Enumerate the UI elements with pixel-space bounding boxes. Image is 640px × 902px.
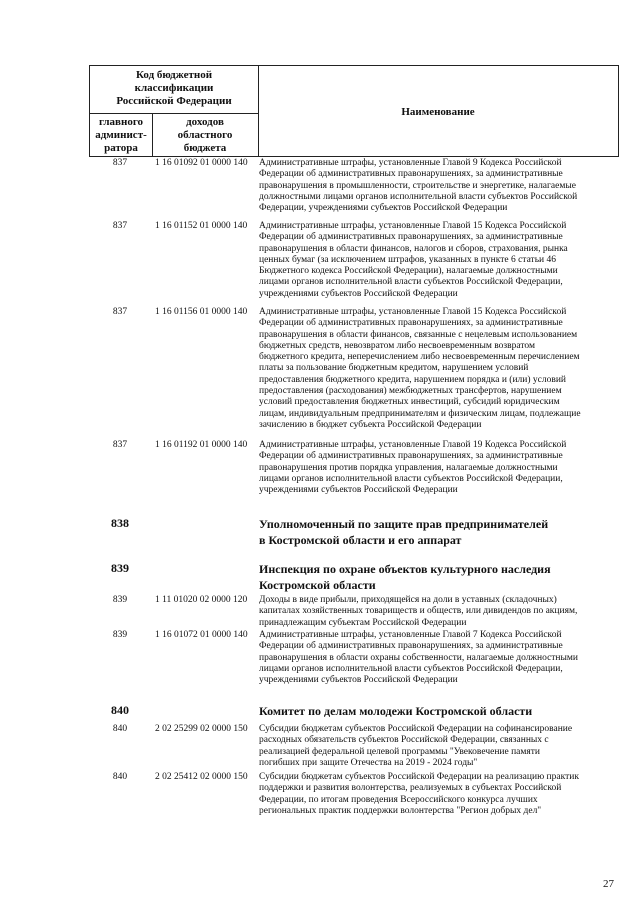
section-title: Уполномоченный по защите прав предпринимателей в Костромской области и его аппарат — [259, 517, 549, 547]
section-title: Инспекция по охране объектов культурного наследия Костромской области — [259, 562, 551, 592]
income-code: 1 16 01192 01 0000 140 — [155, 440, 248, 450]
admin-code: 837 — [112, 440, 128, 450]
section-admin-code: 839 — [111, 561, 129, 575]
admin-code: 837 — [112, 221, 128, 231]
income-code: 1 11 01020 02 0000 120 — [155, 595, 248, 605]
income-code: 2 02 25412 02 0000 150 — [155, 772, 248, 782]
row-name: Административные штрафы, установленные Главой 15 Кодекса Российской Федерации об административных правонарушениях, за административные правонарушения в области финансов, налогов и сборов, страхования, рынка ценных бумаг (за исключением штрафов, указанных в пункте 6 статьи 46 Бюджетного кодекса Российской Федерации), налагаемые должностными лицами органов исполнительной власти субъектов Российской Федерации, учреждениями субъектов Российской Федерации — [259, 221, 568, 299]
section-admin-code: 838 — [111, 516, 129, 530]
admin-code: 837 — [112, 307, 128, 317]
row-name: Административные штрафы, установленные Главой 19 Кодекса Российской Федерации об административных правонарушениях, за административные правонарушения против порядка управления, налагаемые должностными лицами органов исполнительной власти субъектов Российской Федерации, учреждениями субъектов Российской Федерации — [259, 440, 567, 496]
page-number: 27 — [603, 878, 614, 890]
header-divider — [90, 113, 258, 114]
row-name: Субсидии бюджетам субъектов Российской Федерации на реализацию практик поддержки и развития волонтерства, реализуемых в субъектах Российской Федерации, по итогам проведения Всероссийского конкурса лучших региональных практик поддержки волонтерства "Регион добрых дел" — [259, 772, 579, 816]
income-code: 1 16 01156 01 0000 140 — [155, 307, 248, 317]
header-income-column: доходов областного бюджета — [177, 116, 233, 154]
row-name: Субсидии бюджетам субъектов Российской Федерации на софинансирование расходных обязательств субъектов Российской Федерации, связанных с реализацией федеральной целевой программы "Увековечение памяти погибших при защите Отечества на 2019 - 2024 годы" — [259, 724, 573, 768]
header-code-group: Код бюджетной классификации Российской Федерации — [116, 69, 232, 107]
row-name: Доходы в виде прибыли, приходящейся на доли в уставных (складочных) капиталах хозяйственных товариществ и обществ, или дивидендов по акциям, принадлежащим субъектам Российской Федерации — [259, 595, 578, 628]
income-code: 1 16 01092 01 0000 140 — [155, 158, 248, 168]
admin-code: 840 — [112, 772, 128, 782]
section-admin-code: 840 — [111, 703, 129, 717]
income-code: 2 02 25299 02 0000 150 — [155, 724, 248, 734]
income-code: 1 16 01152 01 0000 140 — [155, 221, 248, 231]
admin-code: 840 — [112, 724, 128, 734]
income-code: 1 16 01072 01 0000 140 — [155, 630, 248, 640]
row-name: Административные штрафы, установленные Главой 9 Кодекса Российской Федерации об административных правонарушениях, за административные правонарушения в промышленности, строительстве и энергетике, налагаемые должностными лицами органов исполнительной власти субъектов Российской Федерации, учреждениями субъектов Российской Федерации — [259, 158, 578, 214]
admin-code: 837 — [112, 158, 128, 168]
header-name-column: Наименование — [401, 106, 475, 118]
header-admin-column: главного админист- ратора — [95, 116, 147, 154]
row-name: Административные штрафы, установленные Главой 7 Кодекса Российской Федерации об административных правонарушениях, за административные правонарушения в области охраны собственности, налагаемые должностными лицами органов исполнительной власти субъектов Российской Федерации, учреждениями субъектов Российской Федерации — [259, 630, 578, 686]
row-name: Административные штрафы, установленные Главой 15 Кодекса Российской Федерации об административных правонарушениях, за административные правонарушения в области финансов, связанные с нецелевым использованием бюджетных средств, невозвратом либо несвоевременным возвратом бюджетного кредита, неперечислением либо несвоевременным перечислением платы за пользование бюджетным кредитом, нарушением условий предоставления бюджетного кредита, нарушением порядка и (или) условий предоставления (расходования) межбюджетных трансфертов, нарушением условий предоставления бюджетных инвестиций, субсидий юридическим лицам, индивидуальным предпринимателям и физическим лицам, подлежащие зачислению в бюджет субъекта Российской Федерации — [259, 307, 581, 430]
admin-code: 839 — [112, 630, 128, 640]
admin-code: 839 — [112, 595, 128, 605]
section-title: Комитет по делам молодежи Костромской области — [259, 704, 533, 718]
table-header — [89, 65, 619, 157]
